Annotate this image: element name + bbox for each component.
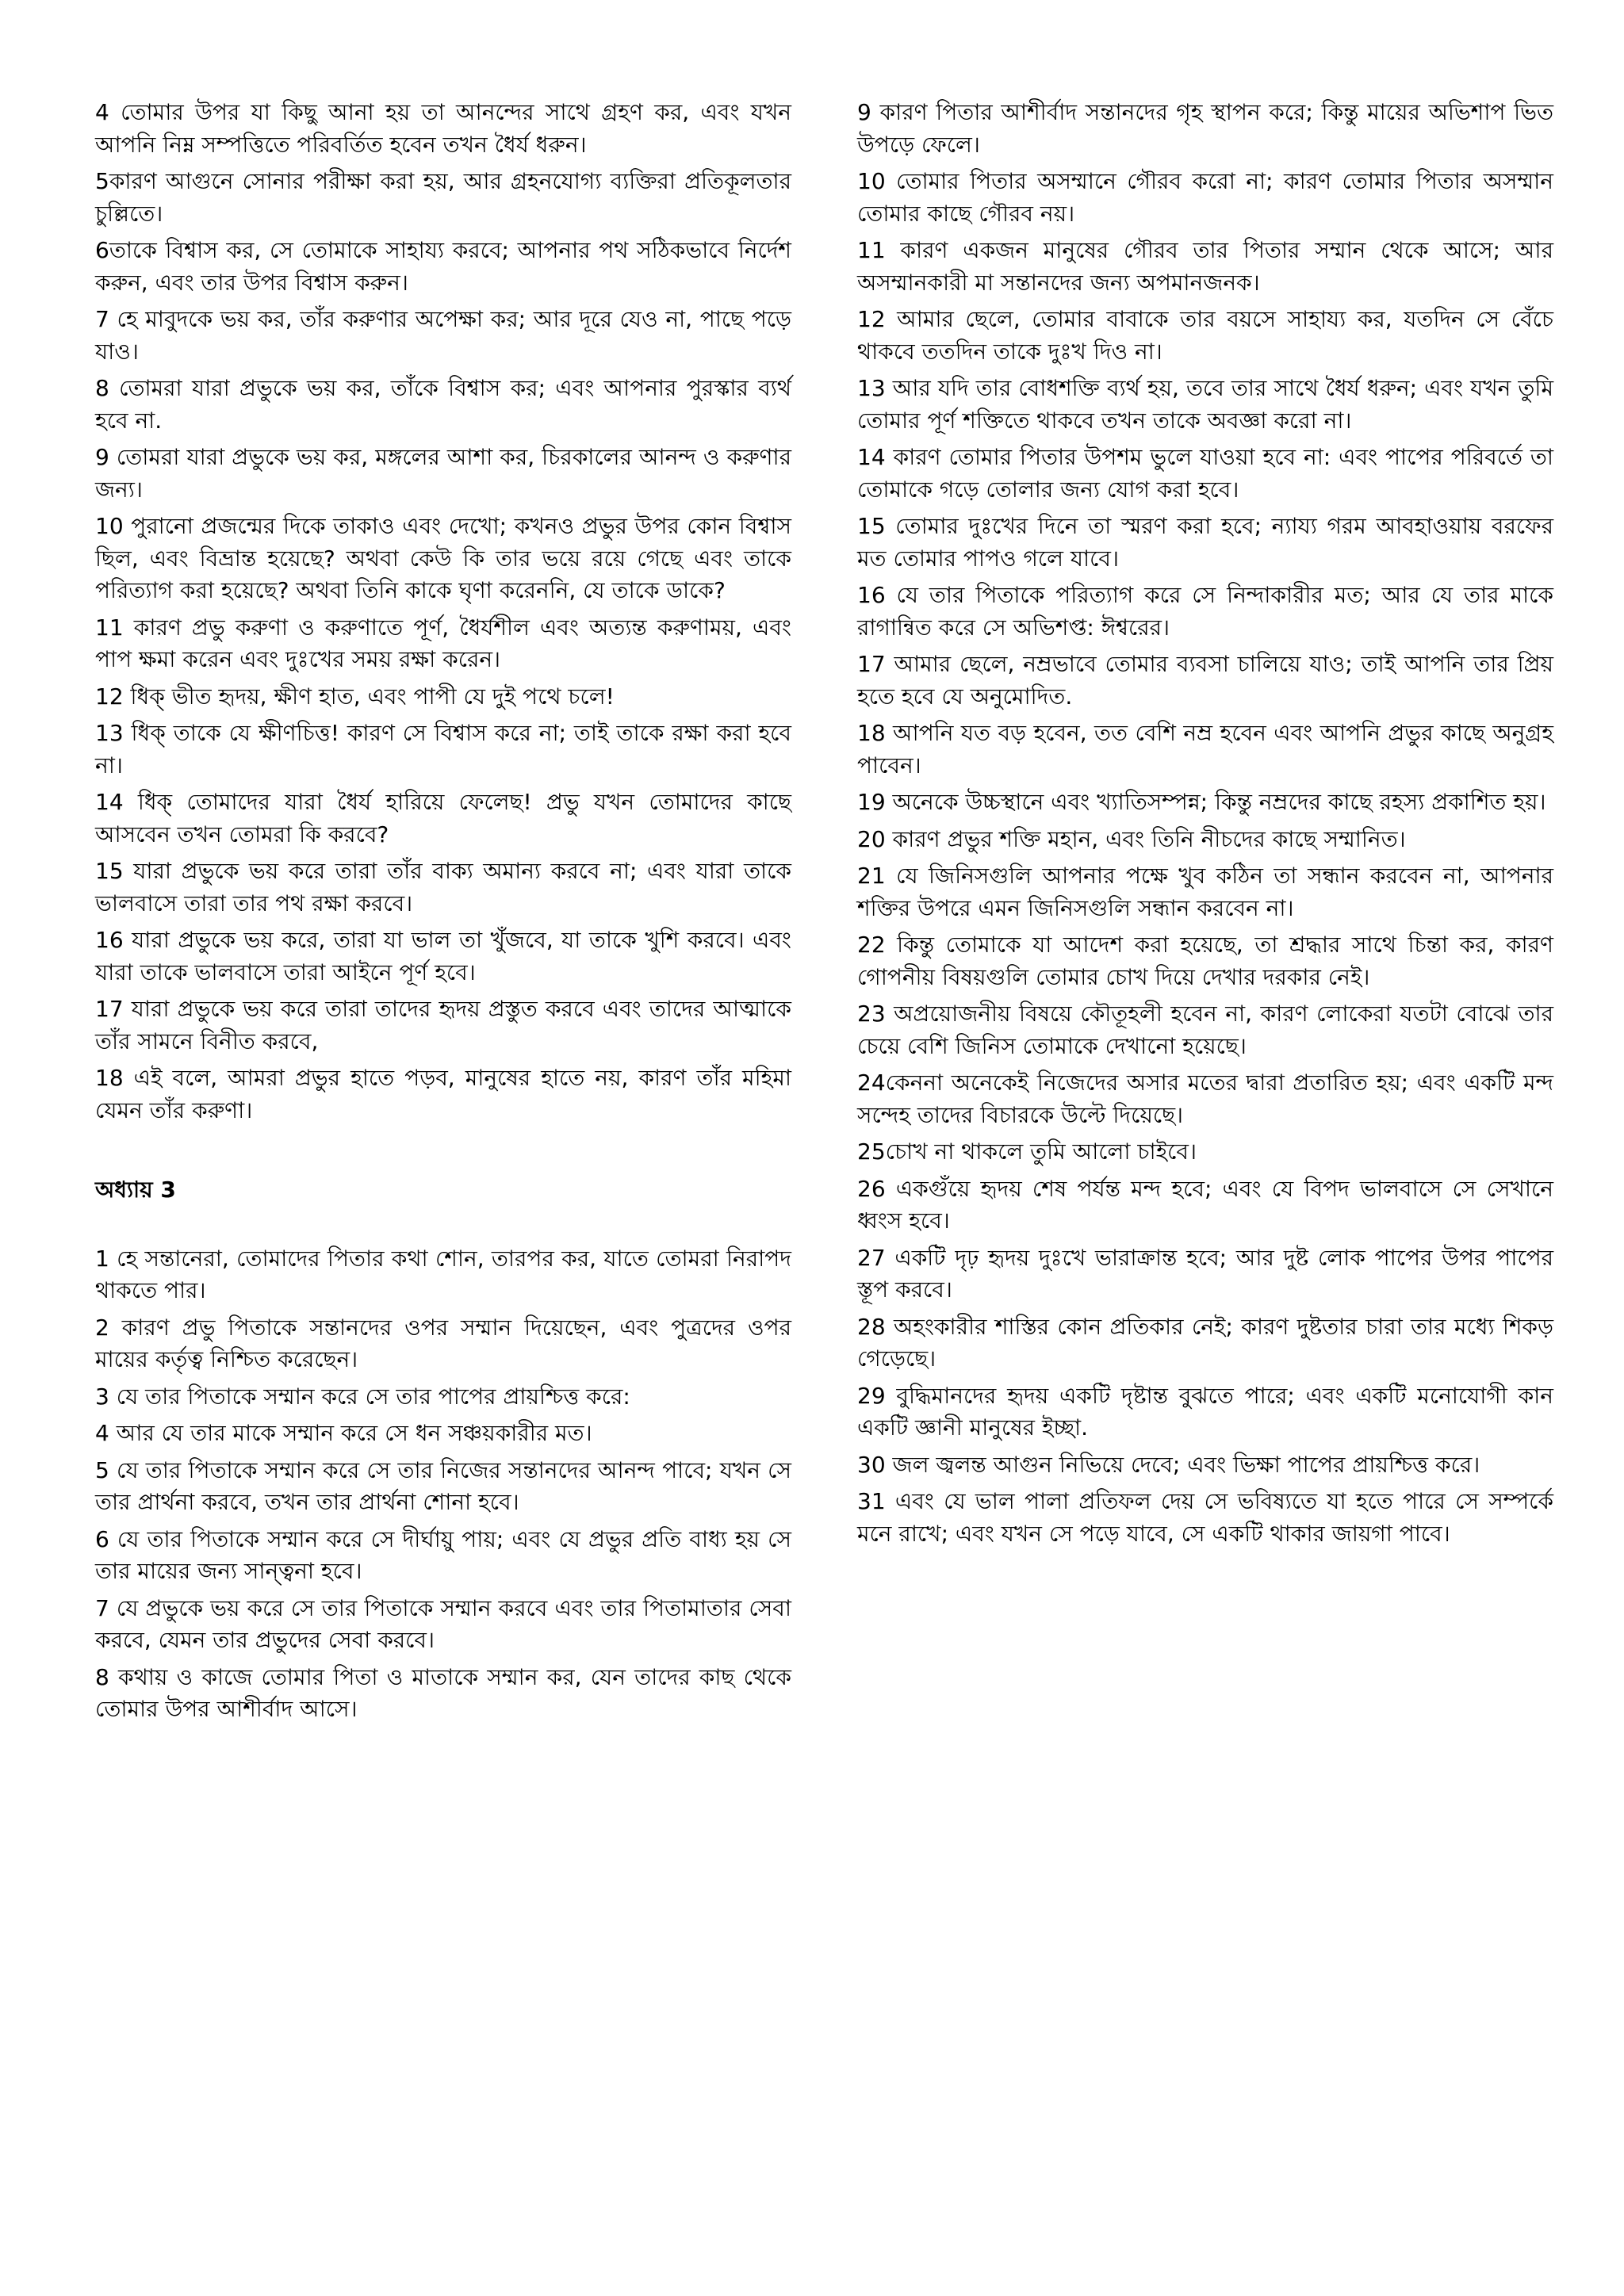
verse: 5কারণ আগুনে সোনার পরীক্ষা করা হয়, আর গ্রহনযোগ্য ব্যক্তিরা প্রতিকূলতার চুল্লিতে। <box>95 168 791 227</box>
verse: 7 যে প্রভুকে ভয় করে সে তার পিতাকে সম্মান করবে এবং তার পিতামাতার সেবা করবে, যেমন তার প্রভুদের সেবা করবে। <box>95 1594 791 1653</box>
verse: 10 পুরানো প্রজন্মের দিকে তাকাও এবং দেখো; কখনও প্রভুর উপর কোন বিশ্বাস ছিল, এবং বিভ্রান্ত হয়েছে? অথবা কেউ কি তার ভয়ে রয়ে গেছে এবং তাকে পরিত্যাগ করা হয়েছে? অথবা তিনি কাকে ঘৃণা করেননি, যে তাকে ডাকে? <box>95 513 791 603</box>
verse: 14 ধিক্‌ তোমাদের যারা ধৈর্য হারিয়ে ফেলেছ! প্রভু যখন তোমাদের কাছে আসবেন তখন তোমরা কি করবে? <box>95 789 791 848</box>
verse: 24কেননা অনেকেই নিজেদের অসার মতের দ্বারা প্রতারিত হয়; এবং একটি মন্দ সন্দেহ তাদের বিচারকে উল্টে দিয়েছে। <box>857 1070 1553 1128</box>
verse: 16 যারা প্রভুকে ভয় করে, তারা যা ভাল তা খুঁজবে, যা তাকে খুশি করবে। এবং যারা তাকে ভালবাসে তারা আইনে পূর্ণ হবে। <box>95 927 791 985</box>
verse: 25চোখ না থাকলে তুমি আলো চাইবে। <box>857 1138 1197 1165</box>
verse: 12 আমার ছেলে, তোমার বাবাকে তার বয়সে সাহায্য কর, যতদিন সে বেঁচে থাকবে ততদিন তাকে দুঃখ দিও না। <box>857 306 1553 365</box>
verse: 6 যে তার পিতাকে সম্মান করে সে দীর্ঘায়ু পায়; এবং যে প্রভুর প্রতি বাধ্য হয় সে তার মায়ের জন্য সান্ত্বনা হবে। <box>95 1525 791 1584</box>
verse: 2 কারণ প্রভু পিতাকে সন্তানদের ওপর সম্মান দিয়েছেন, এবং পুত্রদের ওপর মায়ের কর্তৃত্ব নিশ্চিত করেছেন। <box>95 1314 791 1372</box>
verse: 3 যে তার পিতাকে সম্মান করে সে তার পাপের প্রায়শ্চিত্ত করে: <box>95 1383 630 1410</box>
verse: 6তাকে বিশ্বাস কর, সে তোমাকে সাহায্য করবে; আপনার পথ সঠিকভাবে নির্দেশ করুন, এবং তার উপর বিশ্বাস করুন। <box>95 237 791 296</box>
verse: 22 কিন্তু তোমাকে যা আদেশ করা হয়েছে, তা শ্রদ্ধার সাথে চিন্তা কর, কারণ গোপনীয় বিষয়গুলি তোমার চোখ দিয়ে দেখার দরকার নেই। <box>857 932 1553 990</box>
verse: 13 আর যদি তার বোধশক্তি ব্যর্থ হয়, তবে তার সাথে ধৈর্য ধরুন; এবং যখন তুমি তোমার পূর্ণ শক্তিতে থাকবে তখন তাকে অবজ্ঞা করো না। <box>857 375 1553 434</box>
verse: 21 যে জিনিসগুলি আপনার পক্ষে খুব কঠিন তা সন্ধান করবেন না, আপনার শক্তির উপরে এমন জিনিসগুলি সন্ধান করবেন না। <box>857 863 1553 921</box>
verse: 30 জল জ্বলন্ত আগুন নিভিয়ে দেবে; এবং ভিক্ষা পাপের প্রায়শ্চিত্ত করে। <box>857 1451 1480 1478</box>
verse: 12 ধিক্‌ ভীত হৃদয়, ক্ষীণ হাত, এবং পাপী যে দুই পথে চলে! <box>95 683 615 710</box>
verse: 7 হে মাবুদকে ভয় কর, তাঁর করুণার অপেক্ষা কর; আর দূরে যেও না, পাছে পড়ে যাও। <box>95 306 791 365</box>
verse: 15 তোমার দুঃখের দিনে তা স্মরণ করা হবে; ন্যায্য গরম আবহাওয়ায় বরফের মত তোমার পাপও গলে যাবে। <box>857 513 1553 572</box>
verse: 18 আপনি যত বড় হবেন, তত বেশি নম্র হবেন এবং আপনি প্রভুর কাছে অনুগ্রহ পাবেন। <box>857 720 1553 779</box>
verse: 16 যে তার পিতাকে পরিত্যাগ করে সে নিন্দাকারীর মত; আর যে তার মাকে রাগান্বিত করে সে অভিশপ্ত: ঈশ্বরের। <box>857 582 1553 641</box>
verse: 27 একটি দৃঢ় হৃদয় দুঃখে ভারাক্রান্ত হবে; আর দুষ্ট লোক পাপের উপর পাপের স্তূপ করবে। <box>857 1244 1553 1303</box>
verse: 10 তোমার পিতার অসম্মানে গৌরব করো না; কারণ তোমার পিতার অসম্মান তোমার কাছে গৌরব নয়। <box>857 168 1553 227</box>
verse: 5 যে তার পিতাকে সম্মান করে সে তার নিজের সন্তানদের আনন্দ পাবে; যখন সে তার প্রার্থনা করবে, তখন তার প্রার্থনা শোনা হবে। <box>95 1456 791 1515</box>
verse: 31 এবং যে ভাল পালা প্রতিফল দেয় সে ভবিষ্যতে যা হতে পারে সে সম্পর্কে মনে রাখে; এবং যখন সে পড়ে যাবে, সে একটি থাকার জায়গা পাবে। <box>857 1488 1553 1547</box>
chapter-heading: অধ্যায় 3 <box>95 1177 176 1203</box>
verse: 28 অহংকারীর শাস্তির কোন প্রতিকার নেই; কারণ দুষ্টতার চারা তার মধ্যে শিকড় গেড়েছে। <box>857 1313 1553 1372</box>
verse: 9 তোমরা যারা প্রভুকে ভয় কর, মঙ্গলের আশা কর, চিরকালের আনন্দ ও করুণার জন্য। <box>95 444 791 503</box>
verse: 20 কারণ প্রভুর শক্তি মহান, এবং তিনি নীচদের কাছে সম্মানিত। <box>857 825 1406 852</box>
verse: 19 অনেকে উচ্চস্থানে এবং খ্যাতিসম্পন্ন; কিন্তু নম্রদের কাছে রহস্য প্রকাশিত হয়। <box>857 789 1546 815</box>
verse: 23 অপ্রয়োজনীয় বিষয়ে কৌতূহলী হবেন না, কারণ লোকেরা যতটা বোঝে তার চেয়ে বেশি জিনিস তোমাকে দেখানো হয়েছে। <box>857 1001 1553 1059</box>
left-column <box>95 97 791 1731</box>
verse: 18 এই বলে, আমরা প্রভুর হাতে পড়ব, মানুষের হাতে নয়, কারণ তাঁর মহিমা যেমন তাঁর করুণা। <box>95 1065 791 1123</box>
verse: 14 কারণ তোমার পিতার উপশম ভুলে যাওয়া হবে না: এবং পাপের পরিবর্তে তা তোমাকে গড়ে তোলার জন্য যোগ করা হবে। <box>857 444 1553 503</box>
verse: 17 যারা প্রভুকে ভয় করে তারা তাদের হৃদয় প্রস্তুত করবে এবং তাদের আত্মাকে তাঁর সামনে বিনীত করবে, <box>95 996 791 1054</box>
verse: 8 তোমরা যারা প্রভুকে ভয় কর, তাঁকে বিশ্বাস কর; এবং আপনার পুরস্কার ব্যর্থ হবে না. <box>95 375 791 434</box>
verse: 8 কথায় ও কাজে তোমার পিতা ও মাতাকে সম্মান কর, যেন তাদের কাছ থেকে তোমার উপর আশীর্বাদ আসে। <box>95 1663 791 1722</box>
verse: 15 যারা প্রভুকে ভয় করে তারা তাঁর বাক্য অমান্য করবে না; এবং যারা তাকে ভালবাসে তারা তার পথ রক্ষা করবে। <box>95 858 791 916</box>
verse: 13 ধিক্‌ তাকে যে ক্ষীণচিত্ত! কারণ সে বিশ্বাস করে না; তাই তাকে রক্ষা করা হবে না। <box>95 720 791 779</box>
verse: 1 হে সন্তানেরা, তোমাদের পিতার কথা শোন, তারপর কর, যাতে তোমরা নিরাপদ থাকতে পার। <box>95 1245 791 1303</box>
verse: 4 আর যে তার মাকে সম্মান করে সে ধন সঞ্চয়কারীর মত। <box>95 1420 592 1446</box>
verse: 4 তোমার উপর যা কিছু আনা হয় তা আনন্দের সাথে গ্রহণ কর, এবং যখন আপনি নিম্ন সম্পত্তিতে পরিবর্তিত হবেন তখন ধৈর্য ধরুন। <box>95 99 791 158</box>
verse: 29 বুদ্ধিমানদের হৃদয় একটি দৃষ্টান্ত বুঝতে পারে; এবং একটি মনোযোগী কান একটি জ্ঞানী মানুষের ইচ্ছা. <box>857 1382 1553 1441</box>
verse: 11 কারণ একজন মানুষের গৌরব তার পিতার সম্মান থেকে আসে; আর অসম্মানকারী মা সন্তানদের জন্য অপমানজনক। <box>857 237 1553 296</box>
verse: 9 কারণ পিতার আশীর্বাদ সন্তানদের গৃহ স্থাপন করে; কিন্তু মায়ের অভিশাপ ভিত উপড়ে ফেলে। <box>857 99 1553 158</box>
verse: 17 আমার ছেলে, নম্রভাবে তোমার ব্যবসা চালিয়ে যাও; তাই আপনি তার প্রিয় হতে হবে যে অনুমোদিত. <box>857 651 1553 710</box>
verse: 11 কারণ প্রভু করুণা ও করুণাতে পূর্ণ, ধৈর্যশীল এবং অত্যন্ত করুণাময়, এবং পাপ ক্ষমা করেন এবং দুঃখের সময় রক্ষা করেন। <box>95 614 791 672</box>
verse: 26 একগুঁয়ে হৃদয় শেষ পর্যন্ত মন্দ হবে; এবং যে বিপদ ভালবাসে সে সেখানে ধ্বংস হবে। <box>857 1175 1553 1234</box>
right-column <box>857 97 1553 1555</box>
